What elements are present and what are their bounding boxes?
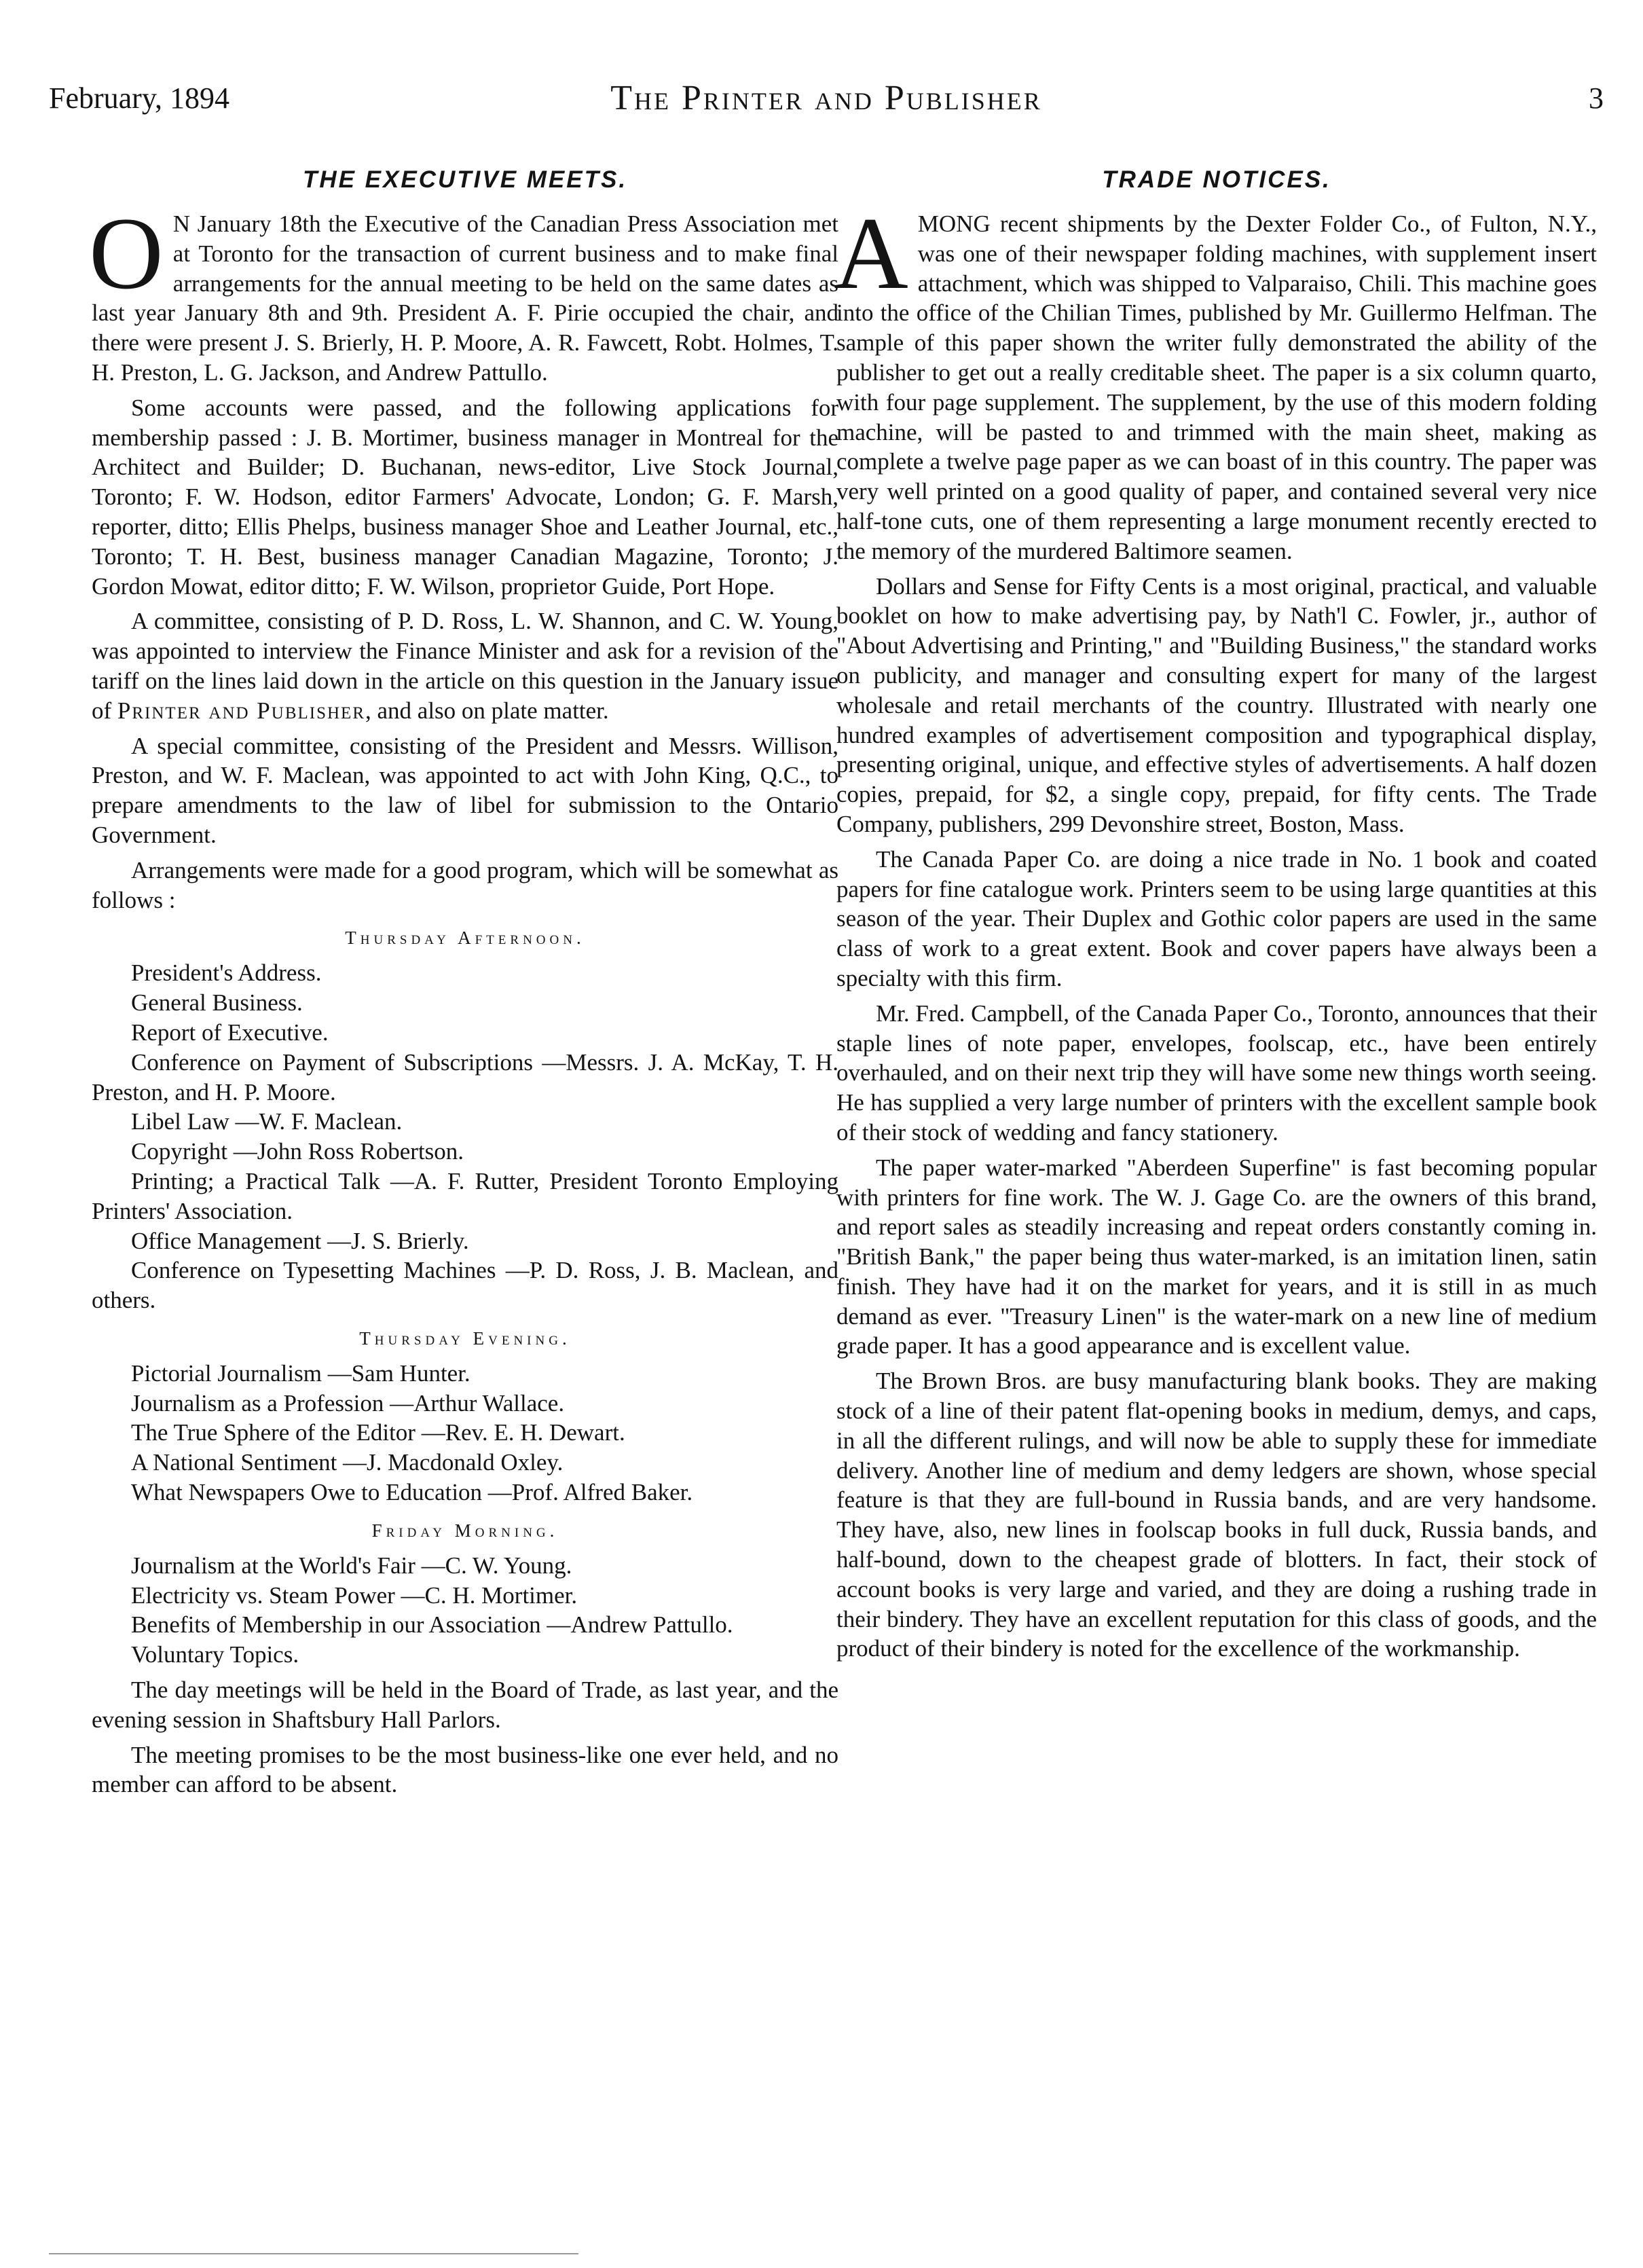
page-number: 3 (1589, 81, 1604, 115)
executive-paragraph-7: The meeting promises to be the most business-like one ever held, and no member can afford to be absent. (92, 1741, 838, 1798)
issue-date: February, 1894 (49, 81, 229, 115)
executive-paragraph-1: O N January 18th the Executive of the Canadian Press Association met at Toronto for the transaction of current business and to make final arrangements for the annual meeting to be held on the same dates as last year January 8th and 9th. President A. F. Pirie occupied the chair, and there were present J. S. Brierly, H. P. Moore, A. R. Fawcett, Robt. Holmes, T. H. Preston, L. G. Jackson, and Andrew Pattullo. (89, 196, 838, 386)
executive-paragraph-2: Some accounts were passed, and the following applications for membership passed : J. B. Mortimer, business manager in Montreal for the Architect and Builder; D. Buchanan, news-editor, Live Stock Journal, Toronto; F. W. Hodson, editor Farmers' Advocate, London; G. F. Marsh, reporter, ditto; Ellis Phelps, business manager Shoe and Leather Journal, etc., Toronto; T. H. Best, business manager Canadian Magazine, Toronto; J. Gordon Mowat, editor ditto; F. W. Wilson, proprietor Guide, Port Hope. (92, 394, 838, 600)
executive-paragraph-4: A special committee, consisting of the President and Messrs. Willison, Preston, and W. F. Maclean, was appointed to act with John King, Q.C., to prepare amendments to the law of libel for submission to the Ontario Government. (92, 732, 838, 848)
left-column (89, 163, 838, 1799)
program-item: General Business. (131, 989, 303, 1017)
program-item: Pictorial Journalism —Sam Hunter. (131, 1359, 470, 1387)
program-item: Conference on Typesetting Machines —P. D. Ross, J. B. Maclean, and others. (92, 1257, 838, 1314)
bottom-rule (49, 2253, 578, 2254)
program-list (92, 1359, 838, 1507)
trade-paragraph-2: Dollars and Sense for Fifty Cents is a most original, practical, and valuable booklet on how to make advertising pay, by Nath'l C. Fowler, jr., author of "About Advertising and Printing," and "Building Business," the standard works on publicity, and manager and consulting expert for many of the largest wholesale and retail merchants of the country. Illustrated with nearly one hundred examples of advertisement composition and typographical display, presenting original, unique, and effective styles of advertisements. A half dozen copies, prepaid, for $2, a single copy, prepaid, for fifty cents. The Trade Company, publishers, 299 Devonshire street, Boston, Mass. (836, 572, 1597, 837)
program-item: Journalism as a Profession —Arthur Wallace. (131, 1389, 565, 1416)
program-item: Journalism at the World's Fair —C. W. Young. (131, 1552, 572, 1579)
program-item: President's Address. (131, 959, 322, 987)
program-list (92, 958, 838, 1315)
program-item: Voluntary Topics. (131, 1641, 299, 1668)
trade-paragraph-4: Mr. Fred. Campbell, of the Canada Paper Co., Toronto, announces that their staple lines of note paper, envelopes, foolscap, etc., have been entirely overhauled, and on their next trip they will have some new things worth seeing. He has supplied a very large number of printers with the excellent sample book of their stock of wedding and fancy stationery. (836, 1000, 1597, 1146)
executive-paragraph-5: Arrangements were made for a good program, which will be somewhat as follows : (92, 856, 838, 913)
publication-name-smallcaps: Printer and Publisher (117, 697, 365, 724)
program-item: What Newspapers Owe to Education —Prof. Alfred Baker. (131, 1479, 693, 1506)
running-head (49, 75, 1604, 122)
program-item: Report of Executive. (131, 1019, 329, 1046)
publication-title: The Printer and Publisher (610, 79, 1042, 117)
right-column (836, 163, 1597, 1664)
program-item: A National Sentiment —J. Macdonald Oxley. (131, 1449, 564, 1476)
program-item: Benefits of Membership in our Association —Andrew Pattullo. (131, 1611, 733, 1639)
session-heading: Friday Morning. (371, 1520, 559, 1541)
trade-paragraph-1: AMONG recent shipments by the Dexter Folder Co., of Fulton, N.Y., was one of their newspaper folding machines, with supplement insert attachment, which was shipped to Valparaiso, Chili. This machine goes into the office of the Chilian Times, published by Mr. Guillermo Helfman. The sample of this paper shown the writer fully demonstrated the ability of the publisher to get out a really creditable sheet. The paper is a six column quarto, with four page supplement. The supplement, by the use of this modern folding machine, will be pasted to and trimmed with the main sheet, making as complete a twelve page paper as we can boast of in this country. The paper was very well printed on a good quality of paper, and contained several very nice half-tone cuts, one of them representing a large monument recently erected to the memory of the murdered Baltimore seamen. (834, 196, 1597, 564)
session-heading: Thursday Afternoon. (345, 928, 585, 949)
session-heading: Thursday Evening. (359, 1328, 571, 1349)
executive-meets-heading: THE EXECUTIVE MEETS. (302, 166, 628, 193)
drop-cap: O (89, 196, 164, 310)
trade-paragraph-3: The Canada Paper Co. are doing a nice trade in No. 1 book and coated papers for fine catalogue work. Printers seem to be using large quantities at this season of the year. Their Duplex and Gothic color papers are used in the same class of work to a great extent. Book and cover papers have always been a specialty with this firm. (836, 845, 1597, 991)
drop-cap: A (834, 196, 908, 310)
program-item: Printing; a Practical Talk —A. F. Rutter, President Toronto Employing Printers' Association. (92, 1167, 838, 1224)
trade-paragraph-6: The Brown Bros. are busy manufacturing blank books. They are making stock of a line of their patent flat-opening books in medium, demys, and caps, in all the different rulings, and will now be able to supply these for immediate delivery. Another line of medium and demy ledgers are shown, whose special feature is that they are full-bound in Russia bands, and are very handsome. They have, also, new lines in foolscap books in full duck, Russia bands, and half-bound, down to the cheapest grade of blotters. In fact, their stock of account books is very large and varied, and they are doing a rushing trade in their bindery. They have an excellent reputation for this class of goods, and the product of their bindery is noted for the excellence of the workmanship. (836, 1368, 1597, 1662)
program-item: Office Management —J. S. Brierly. (131, 1227, 469, 1254)
program-item: Conference on Payment of Subscriptions —Messrs. J. A. McKay, T. H. Preston, and H. P. Moore. (92, 1048, 838, 1105)
program-item: Libel Law —W. F. Maclean. (131, 1108, 403, 1135)
program-item: Electricity vs. Steam Power —C. H. Mortimer. (131, 1581, 578, 1609)
trade-paragraph-5: The paper water-marked "Aberdeen Superfine" is fast becoming popular with printers for fine work. The W. J. Gage Co. are the owners of this brand, and report sales as steadily increasing and repeat orders constantly coming in. "British Bank," the paper being thus water-marked, is an imitation linen, satin finish. They have had it on the market for years, and it is still in as much demand as ever. "Treasury Linen" is the water-mark on a new line of medium grade paper. It has a good appearance and is excellent value. (836, 1154, 1597, 1359)
executive-paragraph-3: A committee, consisting of P. D. Ross, L. W. Shannon, and C. W. Young, was appointed to interview the Finance Minister and ask for a revision of the tariff on the lines laid down in the article on this question in the January issue of Printer and Publisher, and also on plate matter. (92, 608, 838, 724)
program-item: Copyright —John Ross Robertson. (131, 1138, 464, 1165)
program-list (92, 1551, 838, 1670)
program-item: The True Sphere of the Editor —Rev. E. H. Dewart. (131, 1419, 625, 1446)
trade-notices-heading: TRADE NOTICES. (1102, 166, 1331, 193)
executive-paragraph-6: The day meetings will be held in the Board of Trade, as last year, and the evening session in Shaftsbury Hall Parlors. (92, 1677, 838, 1733)
